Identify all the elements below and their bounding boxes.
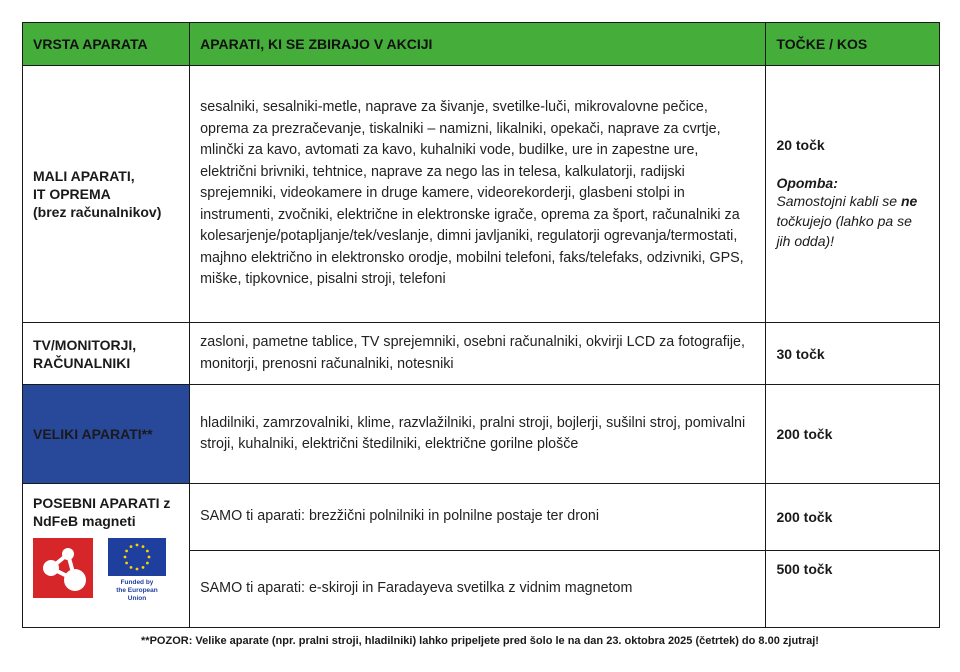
eu-caption-line: Funded by: [120, 579, 154, 586]
project-logo: [33, 538, 93, 598]
category-line: (brez računalnikov): [33, 204, 162, 220]
eu-star: [148, 556, 151, 559]
category-cell: [23, 323, 190, 385]
table-row-small-appliances: [23, 66, 940, 323]
points-cell: 500 točk: [766, 551, 940, 628]
category-line: IT OPREMA: [33, 186, 111, 202]
category-line: VELIKI APARATI**: [33, 426, 153, 442]
eu-star: [146, 562, 149, 565]
eu-star: [146, 550, 149, 553]
points-cell: [766, 66, 940, 323]
points-cell: 200 točk: [766, 385, 940, 484]
table-row-tv-monitors: [23, 323, 940, 385]
category-line: MALI APARATI,: [33, 168, 135, 184]
header-device-type: VRSTA APARATA: [23, 23, 190, 66]
eu-funding-logo: [107, 538, 167, 603]
eu-star: [130, 566, 133, 569]
eu-caption: [107, 579, 167, 603]
molecule-icon: [33, 538, 93, 598]
header-points-per-piece: TOČKE / KOS: [766, 23, 940, 66]
points-cell: 30 točk: [766, 323, 940, 385]
category-line: TV/MONITORJI,: [33, 336, 137, 353]
note-emphasis: ne: [900, 193, 918, 209]
items-cell: SAMO ti aparati: e-skiroji in Faradayeva svetilka z vidnim magnetom: [190, 551, 766, 628]
points-cell: 200 točk: [766, 484, 940, 551]
eu-star: [136, 568, 139, 571]
eu-star: [125, 562, 128, 565]
eu-star: [136, 544, 139, 547]
items-cell: sesalniki, sesalniki-metle, naprave za šivanje, svetilke-luči, mikrovalovne pečice, oprema za prezračevanje, tiskalniki – namizni, likalniki, opekači, naprave za cvrtje, mlinčki za kavo, avtomati za kavo, kuhalniki vode, budilke, ure in zapestne ure, električni brivniki, tehtnice, naprave za nego las in telesa, kalkulatorji, radijski sprejemniki, videokamere in druge kamere, videorekorderji, glasbeni stolpi in instrumenti, zvočniki, električne in elektronske igrače, oprema za šport, računalniki za kolesarjenje/potapljanje/tek/veslanje, dimni javljaniki, regulatorji ogrevanja/termostati, majhno električno in elektronsko orodje, mobilni telefoni, faks/telefaks, odzivniki, GPS, miške, tipkovnice, pisalni stroji, telefoni: [190, 66, 766, 323]
note-title: Opomba:: [776, 175, 838, 191]
eu-caption-line: the European Union: [116, 587, 158, 602]
category-line: RAČUNALNIKI: [33, 354, 131, 371]
eu-star: [124, 556, 127, 559]
logos: [33, 538, 179, 603]
eu-star: [130, 545, 133, 548]
collection-table: [22, 22, 940, 628]
note-post: točkujejo (lahko pa se jih odda)!: [776, 213, 912, 249]
items-cell: SAMO ti aparati: brezžični polnilniki in polnilne postaje ter droni: [190, 484, 766, 551]
note-pre: Samostojni kabli se: [776, 193, 898, 209]
category-cell-highlighted: [23, 385, 190, 484]
category-line: NdFeB magneti: [33, 513, 136, 529]
eu-stars: [108, 538, 166, 576]
points-value: 20 točk: [776, 137, 825, 153]
eu-flag-icon: [108, 538, 166, 576]
eu-star: [142, 545, 145, 548]
table-row-special-magnets-1: [23, 484, 940, 551]
category-cell: [23, 484, 190, 628]
note-text: [776, 191, 929, 251]
eu-star: [125, 550, 128, 553]
table-row-large-appliances: [23, 385, 940, 484]
items-cell: hladilniki, zamrzovalniki, klime, razvlažilniki, pralni stroji, bojlerji, sušilni stroj, pomivalni stroji, kuhalniki, električni štedilniki, električne gorilne plošče: [190, 385, 766, 484]
header-devices-collected: APARATI, KI SE ZBIRAJO V AKCIJI: [190, 23, 766, 66]
category-cell: [23, 66, 190, 323]
table-header-row: [23, 23, 940, 66]
category-line: POSEBNI APARATI z: [33, 495, 171, 511]
items-cell: zasloni, pametne tablice, TV sprejemniki, osebni računalniki, okvirji LCD za fotografije, monitorji, prenosni računalniki, notesniki: [190, 323, 766, 385]
footnote-warning: **POZOR: Velike aparate (npr. pralni stroji, hladilniki) lahko pripeljete pred šolo le na dan 23. oktobra 2025 (četrtek) do 8.00 zjutraj!: [141, 635, 819, 647]
eu-star: [142, 566, 145, 569]
